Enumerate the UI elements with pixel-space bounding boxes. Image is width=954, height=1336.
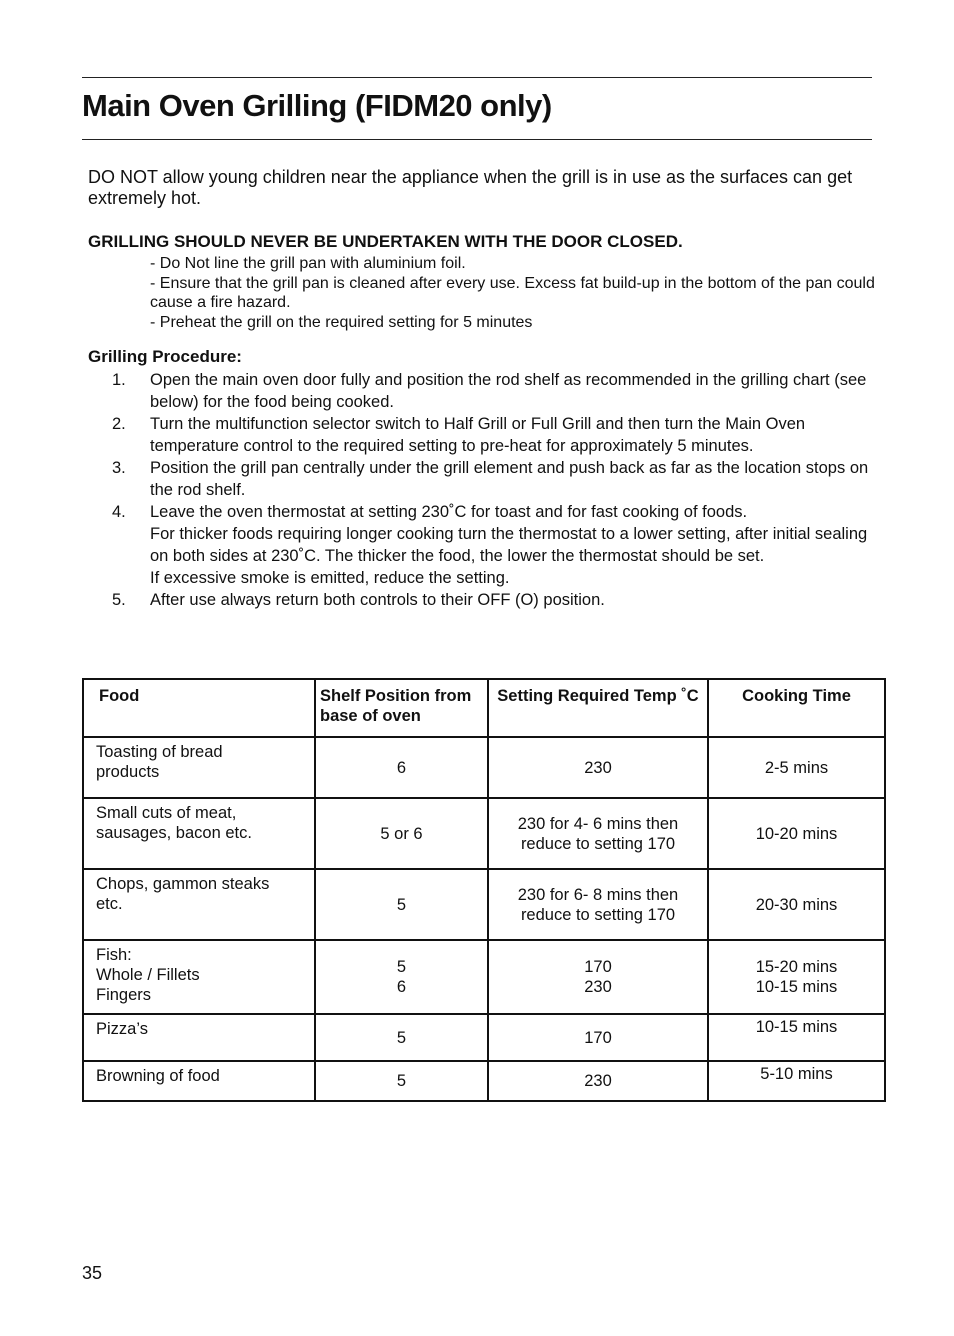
header-cooking-time: Cooking Time bbox=[708, 679, 885, 737]
page-number: 35 bbox=[82, 1263, 103, 1283]
table-row bbox=[83, 798, 885, 869]
cell-setting: 230 for 6- 8 mins then reduce to setting 170 bbox=[488, 869, 708, 940]
cell-food: Pizza’s bbox=[83, 1014, 315, 1061]
procedure-step bbox=[112, 457, 882, 501]
step-number: 1. bbox=[112, 371, 126, 389]
cell-shelf: 6 bbox=[315, 737, 488, 798]
table-row bbox=[83, 1014, 885, 1061]
top-rule bbox=[82, 77, 872, 78]
procedure-step bbox=[112, 369, 882, 413]
cell-shelf: 5 or 6 bbox=[315, 798, 488, 869]
step-text: After use always return both controls to their OFF (O) position. bbox=[150, 591, 605, 609]
cell-time: 10-20 mins bbox=[708, 798, 885, 869]
procedure-heading: Grilling Procedure: bbox=[88, 347, 242, 366]
table-row bbox=[83, 1061, 885, 1101]
cell-shelf: 5 bbox=[315, 1061, 488, 1101]
table-row bbox=[83, 869, 885, 940]
page-title: Main Oven Grilling (FIDM20 only) bbox=[82, 88, 552, 123]
cell-time: 2-5 mins bbox=[708, 737, 885, 798]
procedure-step bbox=[112, 589, 882, 611]
step-text: Position the grill pan centrally under the grill element and push back as far as the location stops on the rod shelf. bbox=[150, 459, 869, 499]
step-text: Leave the oven thermostat at setting 230˚C for toast and for fast cooking of foods. bbox=[150, 503, 748, 521]
cell-food: Small cuts of meat, sausages, bacon etc. bbox=[83, 798, 315, 869]
cell-setting: 230 bbox=[488, 737, 708, 798]
cell-setting: 230 bbox=[488, 1061, 708, 1101]
table-row bbox=[83, 737, 885, 798]
cell-shelf: 5 bbox=[315, 869, 488, 940]
cell-food: Browning of food bbox=[83, 1061, 315, 1101]
cell-food: Toasting of bread products bbox=[83, 737, 315, 798]
note-item: - Do Not line the grill pan with aluminium foil. bbox=[150, 255, 466, 272]
table-row bbox=[83, 940, 885, 1014]
cell-setting: 170 230 bbox=[488, 940, 708, 1014]
step-text: If excessive smoke is emitted, reduce the setting. bbox=[150, 569, 510, 587]
cell-food: Fish: Whole / Fillets Fingers bbox=[83, 940, 315, 1014]
procedure-step bbox=[112, 413, 882, 457]
cell-setting: 230 for 4- 6 mins then reduce to setting 170 bbox=[488, 798, 708, 869]
cell-shelf: 5 6 bbox=[315, 940, 488, 1014]
door-closed-warning: GRILLING SHOULD NEVER BE UNDERTAKEN WITH THE DOOR CLOSED. bbox=[88, 232, 683, 251]
step-number: 5. bbox=[112, 591, 126, 609]
procedure-step bbox=[112, 501, 882, 589]
grill-notes bbox=[150, 254, 880, 332]
header-setting-required: Setting Required Temp ˚C bbox=[488, 679, 708, 737]
header-food: Food bbox=[83, 679, 315, 737]
step-text: Turn the multifunction selector switch to Half Grill or Full Grill and then turn the Main Oven temperature control to the required setting to pre-heat for approximately 5 minutes. bbox=[150, 415, 806, 455]
cell-time: 20-30 mins bbox=[708, 869, 885, 940]
cell-shelf: 5 bbox=[315, 1014, 488, 1061]
step-text: Open the main oven door fully and position the rod shelf as recommended in the grilling chart (see below) for the food being cooked. bbox=[150, 371, 867, 411]
cell-time: 10-15 mins bbox=[708, 1014, 885, 1061]
step-number: 2. bbox=[112, 415, 126, 433]
step-number: 3. bbox=[112, 459, 126, 477]
header-shelf-position: Shelf Position from base of oven bbox=[315, 679, 488, 737]
cell-time: 15-20 mins 10-15 mins bbox=[708, 940, 885, 1014]
cell-setting: 170 bbox=[488, 1014, 708, 1061]
title-underline bbox=[82, 139, 872, 140]
note-item: - Preheat the grill on the required setting for 5 minutes bbox=[150, 313, 533, 331]
cell-time: 5-10 mins bbox=[708, 1061, 885, 1101]
note-item: - Ensure that the grill pan is cleaned after every use. Excess fat build-up in the bottom of the pan could cause a fire hazard. bbox=[150, 274, 875, 311]
cell-food: Chops, gammon steaks etc. bbox=[83, 869, 315, 940]
step-text: For thicker foods requiring longer cooking turn the thermostat to a lower setting, after initial sealing on both sides at 230˚C. The thicker the food, the lower the thermostat should be set. bbox=[150, 525, 868, 565]
step-number: 4. bbox=[112, 503, 126, 521]
children-warning: DO NOT allow young children near the appliance when the grill is in use as the surfaces can get extremely hot. bbox=[88, 167, 853, 208]
grilling-chart-table bbox=[82, 678, 886, 1102]
table-header-row bbox=[83, 679, 885, 737]
procedure-steps bbox=[112, 369, 882, 611]
